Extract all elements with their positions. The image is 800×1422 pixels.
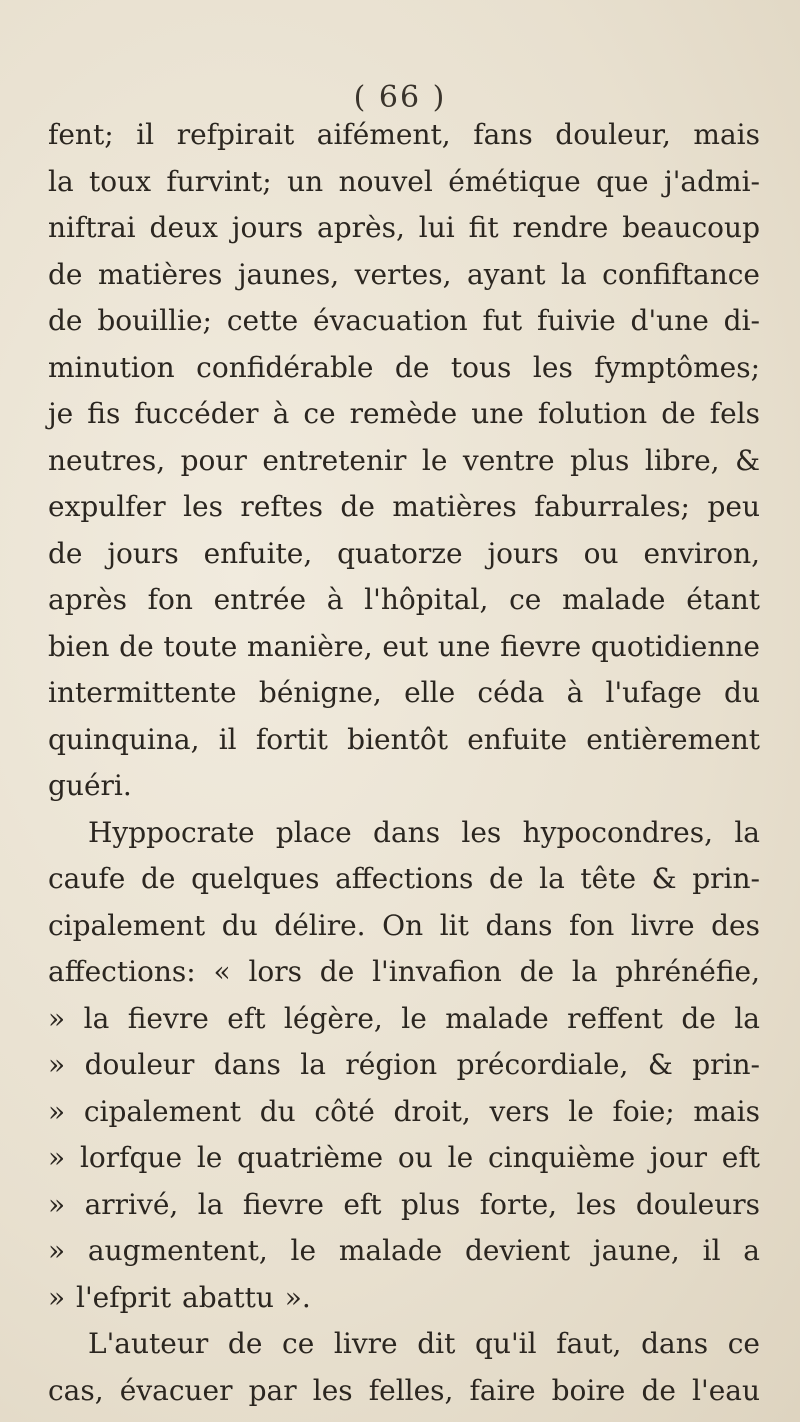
text-line: » augmentent, le malade devient jaune, il a [48,1234,760,1267]
text-line: la toux furvint; un nouvel émétique que j'admi- [48,164,760,198]
text-line: caufe de quelques affections de la tête & prin- [48,862,760,895]
text-line: » l'efprit abattu ». [48,1280,311,1314]
text-line: cipalement du délire. On lit dans fon livre des [48,908,760,942]
text-line: » la fievre eft légère, le malade reffent de la [48,1001,760,1035]
text-line: L'auteur de ce livre dit qu'il faut, dans ce [88,1327,760,1360]
text-line: après fon entrée à l'hôpital, ce malade étant [48,583,760,616]
text-line: minution confidérable de tous les fymptômes; [48,350,760,384]
text-line: » arrivé, la fievre eft plus forte, les douleurs [48,1187,760,1221]
text-line: bien de toute manière, eut une fievre quotidienne [48,629,760,663]
text-line: quinquina, il fortit bientôt enfuite entièrement [48,722,760,756]
text-line: » lorfque le quatrième ou le cinquième jour eft [48,1141,760,1174]
text-line: affections: « lors de l'invafion de la phrénéfie, [48,955,760,988]
page-number: ( 66 ) [353,80,447,115]
text-line: expulfer les reftes de matières faburrales; peu [48,490,760,523]
text-line: je fis fuccéder à ce remède une folution de fels [48,397,760,430]
text-line: neutres, pour entretenir le ventre plus libre, & [48,443,760,477]
text-line: » douleur dans la région précordiale, & prin- [48,1048,760,1081]
text-line: de matières jaunes, vertes, ayant la confiftance [48,257,760,291]
text-line: niftrai deux jours après, lui fit rendre beaucoup [48,211,760,244]
text-line: guéri. [48,769,132,802]
text-line: de bouillie; cette évacuation fut fuivie d'une di- [48,304,760,337]
text-line: » cipalement du côté droit, vers le foie; mais [48,1094,760,1128]
text-line: cas, évacuer par les felles, faire boire de l'eau [48,1373,760,1407]
text-line: Hyppocrate place dans les hypocondres, la [88,815,760,849]
text-line: fent; il refpirait aifément, fans douleur, mais [48,118,760,151]
text-line: intermittente bénigne, elle céda à l'ufage du [48,676,760,709]
text-line: de jours enfuite, quatorze jours ou environ, [48,536,760,570]
